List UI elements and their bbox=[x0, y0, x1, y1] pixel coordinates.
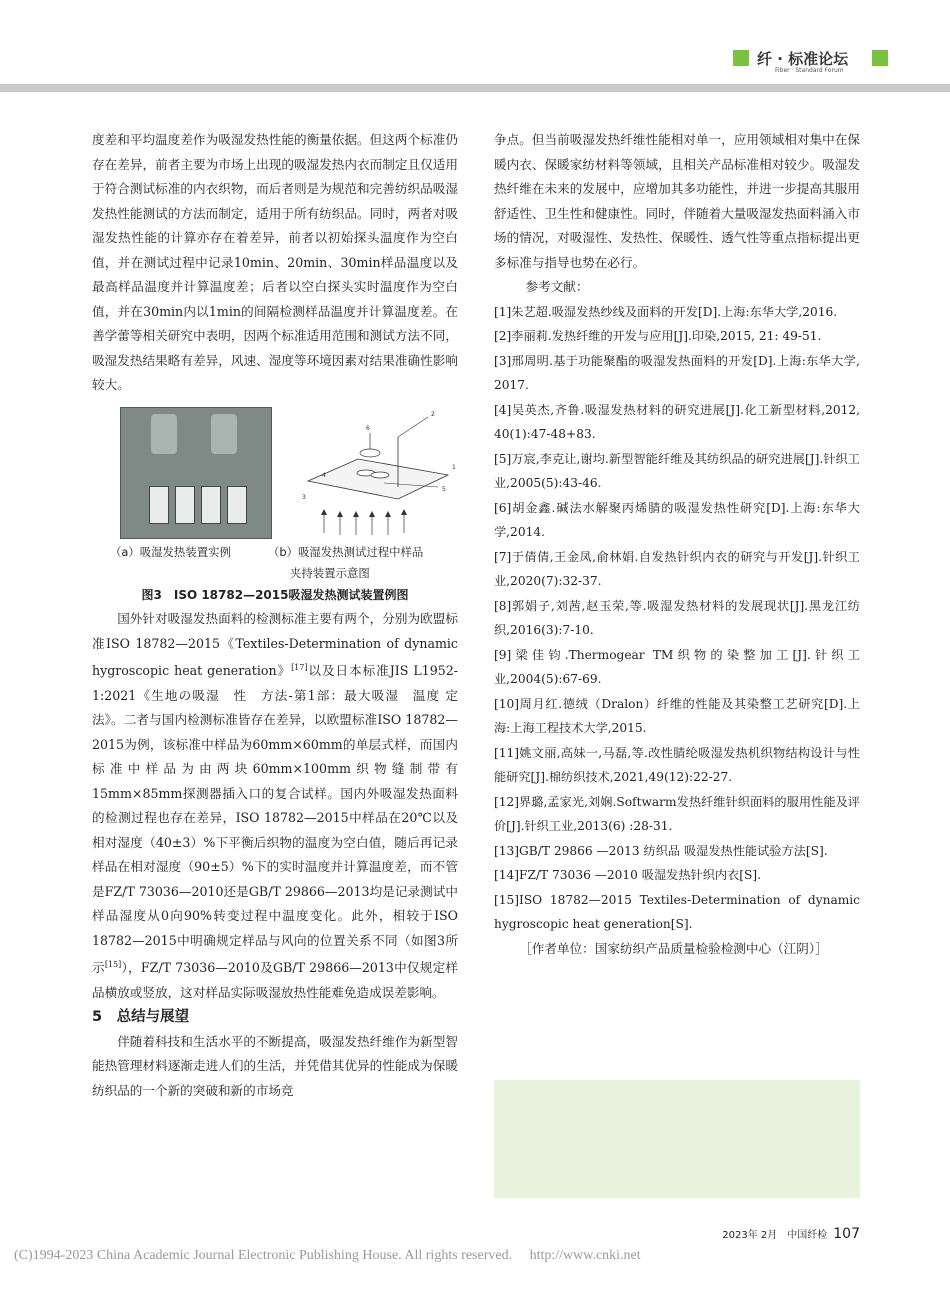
sample-slot bbox=[227, 486, 247, 524]
reference-item: [8]郭娟子,刘茜,赵玉荣,等.吸湿发热材料的发展现状[J].黑龙江纺织,2016(3):7-10. bbox=[494, 598, 860, 637]
left-paragraph-1: 度差和平均温度差作为吸湿发热性能的衡量依据。但这两个标准仍存在差异，前者主要为市场上出现的吸湿发热内衣而制定且仅适用于符合测试标准的内衣织物，而后者则是为规范和完善纺织品吸湿发热性能测试的方法而制定，适用于所有纺织品。同时，两者对吸湿发热性能的计算亦存在着差异，前者以初始探头温度作为空白值，并在测试过程中记录10min、20min、30min样品温度以及最高样品温度并计算温度差；后者以空白探头实时温度作为空白值，并在30min内以1min的间隔检测样品温度并计算温度差。在善学蕾等相关研究中表明，因两个标准适用范围和测试方法不同，吸湿发热结果略有差异，风速、湿度等环境因素对结果准确性影响较大。 bbox=[92, 132, 458, 392]
reference-item: [15]ISO 18782—2015 Textiles-Determination of dynamic hygroscopic heat generation[S]. bbox=[494, 892, 860, 931]
figure-caption-a: （a）吸湿发热装置实例 bbox=[110, 544, 231, 559]
probe-head bbox=[211, 414, 237, 454]
reference-item: [1]朱艺超.吸湿发热纱线及面料的开发[D].上海:东华大学,2016. bbox=[494, 304, 838, 319]
reference-list bbox=[494, 300, 860, 937]
right-paragraph-1: 争点。但当前吸湿发热纤维性能相对单一，应用领域相对集中在保暖内衣、保暖家纺材料等领域，且相关产品标准相对较少。吸湿发热纤维在未来的发展中，应增加其多功能性，并进一步提高其服用舒适性、卫生性和健康性。同时，伴随着大量吸湿发热面料涌入市场的情况，对吸湿性、发热性、保暖性、透气性等重点指标提出更多标准与指导也势在必行。 bbox=[494, 132, 860, 270]
schematic-label: 6 bbox=[366, 424, 370, 432]
reference-item: [3]邢周明.基于功能聚酯的吸湿发热面料的开发[D].上海:东华大学, 2017. bbox=[494, 353, 860, 392]
sample-slot bbox=[175, 486, 195, 524]
reference-item: [9]梁佳钧.Thermogear TM织物的染整加工[J].针织工业,2004(5):67-69. bbox=[494, 647, 860, 686]
brand-title: 纤 · 标准论坛 bbox=[757, 50, 849, 68]
figure-caption-b-line2: 夹持装置示意图 bbox=[290, 565, 370, 580]
figure-3 bbox=[92, 403, 458, 583]
reference-item: [12]界璐,孟家光,刘娴.Softwarm发热纤维针织面料的服用性能及评价[J].针织工业,2013(6) :28-31. bbox=[494, 794, 860, 833]
device-photo bbox=[120, 407, 272, 539]
reference-item: [4]吴英杰,齐鲁.吸湿发热材料的研究进展[J].化工新型材料,2012, 40(1):47-48+83. bbox=[494, 402, 860, 441]
reference-item: [2]李丽莉.发热纤维的开发与应用[J].印染,2015, 21: 49-51. bbox=[494, 329, 822, 343]
green-square-icon bbox=[733, 50, 749, 66]
sample-holder-schematic bbox=[288, 403, 468, 543]
green-square-icon bbox=[872, 50, 888, 66]
citation: [15] bbox=[104, 960, 122, 970]
sample-slot bbox=[149, 486, 169, 524]
figure-title: 图3 ISO 18782—2015吸湿发热测试装置例图 bbox=[141, 587, 409, 602]
header-band bbox=[0, 84, 950, 92]
right-column bbox=[494, 128, 860, 961]
reference-item: [10]周月红.德绒（Dralon）纤维的性能及其染整工艺研究[D].上海:上海工程技术大学,2015. bbox=[494, 696, 860, 735]
figure-caption-b: （b）吸湿发热测试过程中样品 bbox=[268, 544, 424, 559]
blank-green-box bbox=[494, 1080, 860, 1198]
schematic-label: 1 bbox=[452, 463, 456, 471]
reference-item: [14]FZ/T 73036 —2010 吸湿发热针织内衣[S]. bbox=[494, 868, 762, 882]
copyright-watermark: (C)1994-2023 China Academic Journal Electronic Publishing House. All rights reserved. http://www.cnki.net bbox=[14, 1248, 641, 1263]
reference-item: [11]姚文丽,高妹一,马磊,等.改性腈纶吸湿发热机织物结构设计与性能研究[J].棉纺织技术,2021,49(12):22-27. bbox=[494, 745, 860, 784]
schematic-label: 4 bbox=[322, 471, 326, 479]
reference-item: [6]胡金鑫.碱法水解聚丙烯腈的吸湿发热性研究[D].上海:东华大学,2014. bbox=[494, 500, 860, 539]
left-paragraph-3: 伴随着科技和生活水平的不断提高，吸湿发热纤维作为新型智能热管理材料逐渐走进人们的生活，并凭借其优异的性能成为保暖纺织品的一个新的突破和新的市场竞 bbox=[92, 1033, 458, 1098]
reference-item: [5]万宸,李克让,谢均.新型智能纤维及其纺织品的研究进展[J].针织工业,2005(5):43-46. bbox=[494, 451, 860, 490]
page-number: 107 bbox=[833, 1226, 860, 1242]
author-affiliation: ［作者单位：国家纺织产品质量检验检测中心（江阴）］ bbox=[519, 940, 828, 956]
schematic-label: 3 bbox=[302, 493, 306, 501]
section-title: 5 总结与展望 bbox=[92, 1009, 190, 1026]
schematic-label: 2 bbox=[431, 410, 435, 418]
page-footer bbox=[722, 1226, 860, 1242]
left-paragraph-2: 国外针对吸湿发热面料的检测标准主要有两个，分别为欧盟标准ISO 18782—2015《Textiles-Determination of dynamic hygroscopic heat generation》[17]以及日本标准JIS L1952-1:2021《生地の吸湿 性 方法-第1部：最大吸湿 温度 定法》。二者与国内检测标准皆存在差异，以欧盟标准ISO 18782—2015为例，该标准中样品为60mm×60mm的单层式样，而国内标准中样品为由两块60mm×100mm织物缝制带有15mm×85mm探测器插入口的复合试样。国内外吸湿发热面料的检测过程也存在差异，ISO 18782—2015中样品在20℃以及相对湿度（40±3）%下平衡后织物的温度为空白值，随后再记录样品在相对湿度（90±5）%下的实时温度并计算温度差，而不管是FZ/T 73036—2010还是GB/T 29866—2013均是记录测试中样品湿度从0向90%转变过程中温度变化。此外，相较于ISO 18782—2015中明确规定样品与风向的位置关系不同（如图3所示[15]），FZ/T 73036—2010及GB/T 29866—2013中仅规定样品横放或竖放，这对样品实际吸湿放热性能难免造成误差影响。 bbox=[92, 611, 458, 1000]
schematic-label: 5 bbox=[442, 485, 446, 493]
probe-head bbox=[151, 414, 177, 454]
citation: [17] bbox=[291, 663, 308, 672]
left-column bbox=[92, 128, 458, 1103]
sample-slot bbox=[201, 486, 221, 524]
reference-item: [7]于倩倩,王金凤,俞林娟.自发热针织内衣的研究与开发[J].针织工业,2020(7):32-37. bbox=[494, 549, 860, 588]
brand-subtitle: Fiber · Standard Forum bbox=[775, 67, 844, 74]
reference-item: [13]GB/T 29866 —2013 纺织品 吸湿发热性能试验方法[S]. bbox=[494, 843, 828, 858]
references-title: 参考文献： bbox=[525, 279, 589, 294]
journal-brand bbox=[733, 48, 893, 78]
issue-info: 2023年 2月 中国纤检 bbox=[722, 1230, 828, 1241]
